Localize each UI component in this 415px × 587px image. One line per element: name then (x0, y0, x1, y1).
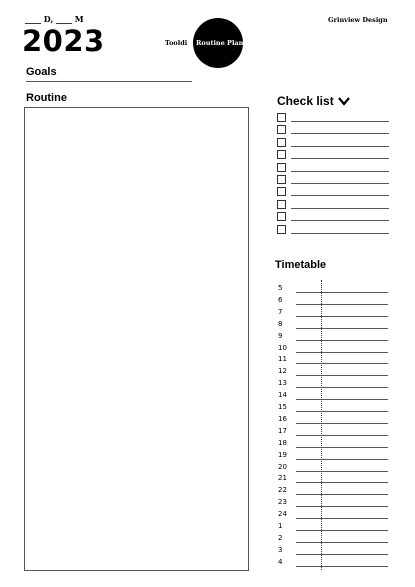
checklist-item[interactable] (277, 225, 389, 235)
checklist-title-text: Check list (277, 94, 334, 108)
timetable-row[interactable] (278, 546, 388, 558)
timetable-row[interactable] (278, 427, 388, 439)
hour-label: 19 (278, 450, 287, 459)
checkbox[interactable] (277, 113, 286, 122)
checklist-line[interactable] (291, 133, 389, 134)
checkbox[interactable] (277, 125, 286, 134)
timetable-row[interactable] (278, 415, 388, 427)
timetable-line[interactable] (296, 316, 388, 317)
timetable-row[interactable] (278, 344, 388, 356)
timetable-row[interactable] (278, 308, 388, 320)
timetable-line[interactable] (296, 328, 388, 329)
checklist-line[interactable] (291, 233, 389, 234)
timetable-row[interactable] (278, 439, 388, 451)
hour-label: 9 (278, 331, 283, 340)
checkbox[interactable] (277, 175, 286, 184)
checkbox[interactable] (277, 150, 286, 159)
hour-label: 17 (278, 426, 287, 435)
checklist-item[interactable] (277, 125, 389, 135)
hour-label: 10 (278, 343, 287, 352)
timetable-row[interactable] (278, 474, 388, 486)
timetable-row[interactable] (278, 498, 388, 510)
checklist-line[interactable] (291, 171, 389, 172)
timetable-row[interactable] (278, 463, 388, 475)
timetable-row[interactable] (278, 391, 388, 403)
timetable-row[interactable] (278, 355, 388, 367)
timetable-row[interactable] (278, 558, 388, 570)
timetable-line[interactable] (296, 423, 388, 424)
checklist-item[interactable] (277, 113, 389, 123)
timetable-line[interactable] (296, 387, 388, 388)
checklist-title (277, 94, 350, 108)
checklist-item[interactable] (277, 175, 389, 185)
checkbox[interactable] (277, 200, 286, 209)
checklist-line[interactable] (291, 208, 389, 209)
year-heading: 2023 (22, 24, 105, 58)
checklist-line[interactable] (291, 158, 389, 159)
hour-label: 4 (278, 557, 283, 566)
timetable-row[interactable] (278, 332, 388, 344)
hour-label: 14 (278, 391, 287, 400)
checkbox[interactable] (277, 163, 286, 172)
timetable-line[interactable] (296, 447, 388, 448)
checklist-item[interactable] (277, 187, 389, 197)
checkbox[interactable] (277, 212, 286, 221)
timetable-line[interactable] (296, 459, 388, 460)
hour-label: 22 (278, 486, 287, 495)
routine-box[interactable] (24, 107, 249, 571)
timetable-line[interactable] (296, 340, 388, 341)
timetable-row[interactable] (278, 486, 388, 498)
timetable-line[interactable] (296, 482, 388, 483)
hour-label: 21 (278, 474, 287, 483)
timetable-line[interactable] (296, 375, 388, 376)
hour-label: 23 (278, 498, 287, 507)
timetable-row[interactable] (278, 451, 388, 463)
checklist-line[interactable] (291, 220, 389, 221)
timetable-line[interactable] (296, 554, 388, 555)
timetable-line[interactable] (296, 506, 388, 507)
goals-label: Goals (26, 66, 57, 78)
hour-label: 24 (278, 510, 287, 519)
timetable-row[interactable] (278, 522, 388, 534)
timetable-line[interactable] (296, 566, 388, 567)
hour-label: 13 (278, 379, 287, 388)
checkbox[interactable] (277, 225, 286, 234)
timetable-line[interactable] (296, 518, 388, 519)
timetable-line[interactable] (296, 471, 388, 472)
hour-label: 15 (278, 403, 287, 411)
logo-text-left: Tooldi (165, 39, 188, 47)
timetable-row[interactable] (278, 403, 388, 415)
hour-label: 3 (278, 545, 283, 554)
timetable-line[interactable] (296, 399, 388, 400)
hour-label: 8 (278, 319, 283, 328)
timetable-row[interactable] (278, 379, 388, 391)
checklist-line[interactable] (291, 146, 389, 147)
timetable-line[interactable] (296, 542, 388, 543)
timetable-row[interactable] (278, 534, 388, 546)
checklist-line[interactable] (291, 121, 389, 122)
hour-label: 16 (278, 414, 287, 423)
checklist-item[interactable] (277, 138, 389, 148)
timetable-line[interactable] (296, 352, 388, 353)
hour-label: 5 (278, 284, 283, 292)
chevron-down-icon (338, 96, 350, 106)
timetable-line[interactable] (296, 363, 388, 364)
date-line: ____ D, ____ M (25, 14, 84, 24)
checklist-item[interactable] (277, 163, 389, 173)
timetable-line[interactable] (296, 530, 388, 531)
checkbox[interactable] (277, 187, 286, 196)
hour-label: 1 (278, 522, 283, 530)
timetable-line[interactable] (296, 411, 388, 412)
checklist-line[interactable] (291, 195, 389, 196)
timetable-line[interactable] (296, 435, 388, 436)
hour-label: 12 (278, 367, 287, 376)
hour-label: 18 (278, 438, 287, 447)
timetable-line[interactable] (296, 292, 388, 293)
timetable-row[interactable] (278, 284, 388, 296)
checklist-item[interactable] (277, 150, 389, 160)
timetable-line[interactable] (296, 304, 388, 305)
hour-label: 7 (278, 307, 283, 316)
hour-label: 6 (278, 295, 283, 304)
timetable-title: Timetable (275, 259, 327, 271)
checkbox[interactable] (277, 138, 286, 147)
timetable-line[interactable] (296, 494, 388, 495)
hour-label: 20 (278, 462, 287, 471)
checklist-line[interactable] (291, 183, 389, 184)
timetable-row[interactable] (278, 510, 388, 522)
brand-name: Grinview Design (328, 16, 388, 24)
timetable-row[interactable] (278, 296, 388, 308)
timetable-row[interactable] (278, 367, 388, 379)
timetable-row[interactable] (278, 320, 388, 332)
goals-line[interactable] (26, 81, 192, 82)
routine-label: Routine (26, 92, 67, 104)
hour-label: 2 (278, 533, 283, 542)
checklist-item[interactable] (277, 200, 389, 210)
checklist-item[interactable] (277, 212, 389, 222)
logo-text-right: Routine Planner (196, 39, 256, 47)
hour-label: 11 (278, 355, 287, 364)
